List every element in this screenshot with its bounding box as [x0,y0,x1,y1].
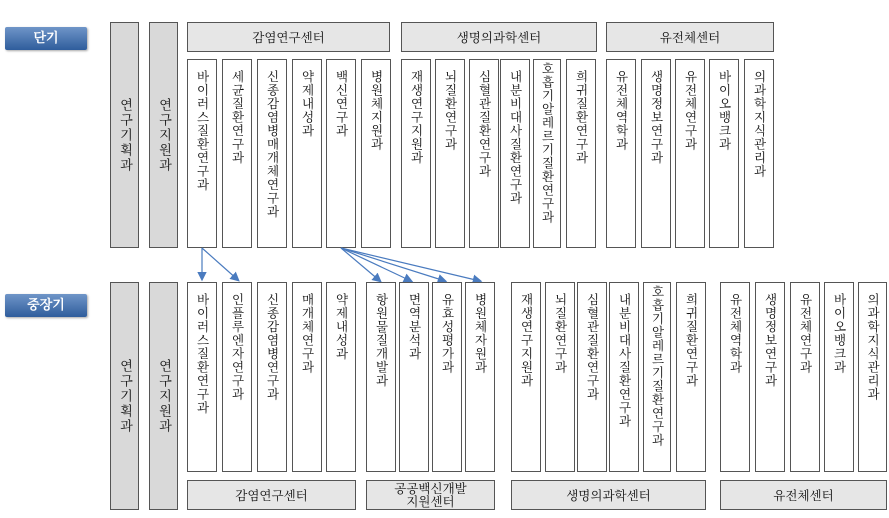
unit-box [257,282,287,472]
unit-label: 뇌질환연구과 [443,70,458,151]
arrow-efficacy [341,248,445,281]
center-footer: 생명의과학센터 [511,480,706,510]
unit-box [676,282,706,472]
unit-label: 재생연구지원과 [519,293,534,388]
unit-box [465,282,495,472]
unit-label: 의과학지식관리과 [865,293,881,401]
unit-label: 유전체연구과 [798,293,813,374]
unit-label: 심혈관질환연구과 [585,293,600,401]
center-footer: 감염연구센터 [187,480,356,510]
mid-long-term-tag: 중장기 [5,294,87,317]
unit-label: 심혈관질환연구과 [477,70,492,178]
unit-label: 생명정보연구과 [649,70,664,165]
arrow-pathogen [341,248,480,281]
unit-box [222,282,252,472]
research-support-label: 연구지원과 [156,97,171,173]
unit-box [824,282,854,472]
unit-label: 유전체연구과 [683,70,698,151]
unit-label: 바이러스질환연구과 [195,70,210,192]
unit-label: 병원체자원과 [473,293,488,374]
unit-box [858,282,887,472]
unit-label: 면역분석과 [407,293,422,361]
unit-label: 인플루엔자연구과 [230,293,245,401]
unit-label: 희귀질환연구과 [574,70,589,165]
research-planning-label: 연구기획과 [117,97,132,173]
unit-label: 뇌질환연구과 [553,293,568,374]
unit-label: 백신연구과 [334,70,349,138]
unit-box [511,282,541,472]
unit-label: 유전체역학과 [728,293,743,374]
unit-label: 바이오뱅크과 [832,293,847,374]
unit-box [187,282,217,472]
unit-box [720,282,750,472]
unit-box [292,282,322,472]
unit-box [366,282,396,472]
unit-label: 매개체연구과 [300,293,315,374]
research-planning-box [110,282,139,510]
research-support-label: 연구지원과 [156,358,171,434]
center-header: 감염연구센터 [187,22,390,52]
unit-label: 재생연구지원과 [409,70,424,165]
unit-label: 호흡기알레르기질환연구과 [650,285,665,447]
research-support-box [149,282,178,510]
unit-label: 유전체역학과 [614,70,629,151]
unit-box [790,282,820,472]
unit-label: 신종감염병연구과 [265,293,280,401]
unit-box [432,282,462,472]
unit-box [399,282,429,472]
unit-label: 세균질환연구과 [230,70,245,165]
unit-box [643,282,671,472]
unit-label: 약제내성과 [300,70,315,138]
unit-box [326,282,356,472]
arrow-immunity [341,248,411,281]
unit-label: 약제내성과 [334,293,349,361]
center-footer: 공공백신개발 지원센터 [366,480,495,510]
unit-label: 내분비대사질환연구과 [508,70,523,205]
unit-label: 호흡기알레르기질환연구과 [540,62,555,224]
unit-label: 내분비대사질환연구과 [617,293,632,428]
center-footer: 유전체센터 [720,480,887,510]
unit-box [545,282,575,472]
unit-label: 바이러스질환연구과 [195,293,210,415]
unit-label: 병원체지원과 [369,70,384,151]
research-planning-label: 연구기획과 [117,358,132,434]
unit-label: 바이오뱅크과 [717,70,732,151]
unit-box [577,282,607,472]
unit-label: 항원물질개발과 [374,293,389,388]
unit-label: 희귀질환연구과 [684,293,699,388]
center-header: 유전체센터 [606,22,774,52]
unit-box [755,282,785,472]
unit-label: 신종감염병매개체연구과 [265,70,280,219]
short-term-tag: 단기 [5,27,87,50]
unit-label: 의과학지식관리과 [752,70,767,178]
arrow-influenza [202,248,238,280]
unit-label: 생명정보연구과 [763,293,778,388]
unit-label: 유효성평가과 [440,293,455,374]
unit-box [609,282,639,472]
center-header: 생명의과학센터 [401,22,597,52]
